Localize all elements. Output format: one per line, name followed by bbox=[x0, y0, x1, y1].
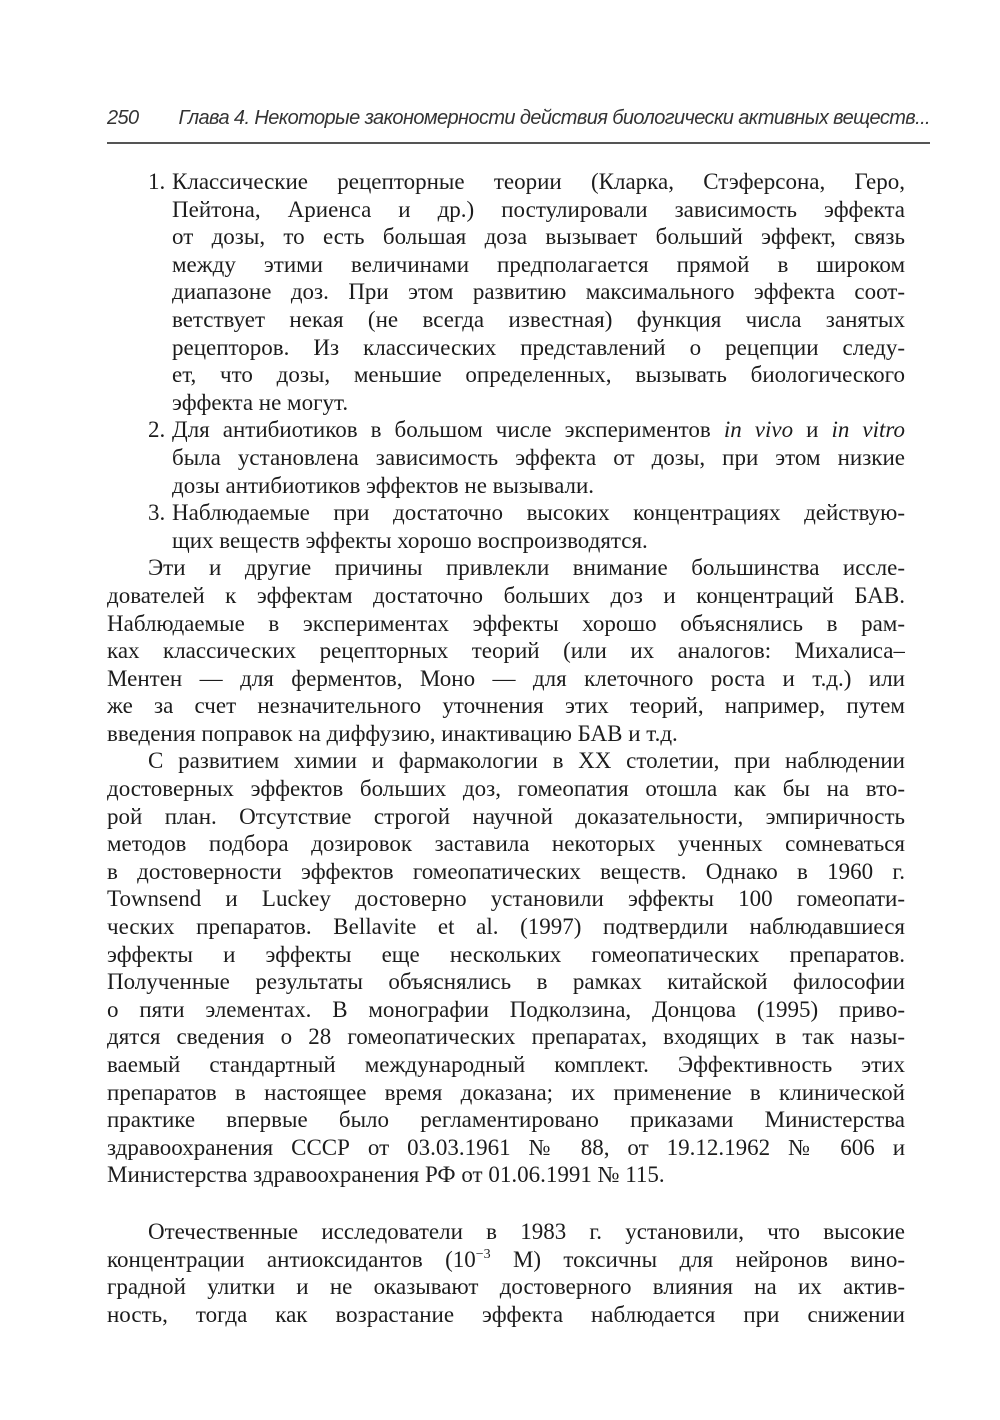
text-segment: концентрации антиоксидантов (10 bbox=[107, 1246, 476, 1272]
text-line: была установлена зависимость эффекта от дозы, при этом низкие bbox=[172, 444, 905, 470]
text-line: градной улитки и не оказывают достоверного влияния на их актив- bbox=[107, 1274, 905, 1300]
text-line: Эти и другие причины привлекли внимание большинства иссле- bbox=[148, 555, 905, 581]
text-line: Пейтона, Ариенса и др.) постулировали зависимость эффекта bbox=[172, 196, 905, 222]
text-line: Наблюдаемые в экспериментах эффекты хорошо объяснялись в рам- bbox=[107, 610, 905, 636]
text-line: Отечественные исследователи в 1983 г. установили, что высокие bbox=[148, 1218, 905, 1244]
text-line: щих веществ эффекты хорошо воспроизводятся. bbox=[172, 527, 648, 553]
superscript: −3 bbox=[475, 1246, 491, 1262]
text-line: практике впервые было регламентировано приказами Министерства bbox=[107, 1107, 905, 1133]
running-title: Глава 4. Некоторые закономерности действия биологически активных веществ... bbox=[178, 106, 930, 129]
text-line: ветствует некая (не всегда известная) функция числа занятых bbox=[172, 306, 905, 332]
italic-text: in vitro bbox=[831, 417, 905, 443]
list-number: 2. bbox=[148, 417, 166, 443]
paragraph bbox=[107, 554, 905, 747]
text-line: Классические рецепторные теории (Кларка, Стэферсона, Геро, bbox=[172, 169, 905, 194]
text-line: дозы антибиотиков эффектов не вызывали. bbox=[172, 472, 595, 498]
paragraph bbox=[107, 1218, 905, 1328]
text-line: эффекты и эффекты еще нескольких гомеопатических препаратов. bbox=[107, 941, 905, 967]
text-line bbox=[172, 416, 905, 444]
text-line: препаратов в настоящее время доказана; их применение в клинической bbox=[107, 1079, 905, 1105]
text-line: Полученные результаты объяснялись в рамках китайской философии bbox=[107, 969, 905, 995]
text-segment: Для антибиотиков в большом числе экспериментов bbox=[172, 417, 724, 443]
text-line: рецепторов. Из классических представлений о рецепции следу- bbox=[172, 334, 905, 360]
text-line: достоверных эффектов больших доз, гомеопатия отошла как бы на вто- bbox=[107, 776, 905, 802]
text-line: диапазоне доз. При этом развитию максимального эффекта соот- bbox=[172, 279, 905, 305]
list-item bbox=[107, 499, 905, 554]
list-number: 3. bbox=[148, 500, 166, 526]
text-line bbox=[107, 1246, 905, 1274]
text-line: ческих препаратов. Bellavite et al. (1997) подтвердили наблюдавшиеся bbox=[107, 914, 905, 940]
text-line: же за счет незначительного уточнения этих теорий, например, путем bbox=[107, 693, 905, 719]
text-line: дятся сведения о 28 гомеопатических препаратах, входящих в так назы- bbox=[107, 1024, 905, 1050]
text-line: Townsend и Luckey достоверно установили эффекты 100 гомеопати- bbox=[107, 886, 905, 912]
numbered-list bbox=[107, 168, 905, 554]
italic-text: in vivo bbox=[723, 417, 794, 443]
text-line: методов подбора дозировок заставила некоторых ученных сомневаться bbox=[107, 831, 905, 857]
paragraphs bbox=[107, 554, 905, 1328]
paragraph bbox=[107, 747, 905, 1189]
text-line: ках классических рецепторных теорий (или их аналогов: Михалиса– bbox=[107, 638, 905, 664]
text-line: между этими величинами предполагается прямой в широком bbox=[172, 251, 905, 277]
text-line: эффекта не могут. bbox=[172, 389, 349, 415]
text-line: от дозы, то есть большая доза вызывает больший эффект, связь bbox=[172, 224, 905, 250]
text-segment: М) токсичны для нейронов вино- bbox=[490, 1246, 905, 1272]
text-line: Наблюдаемые при достаточно высоких концентрациях действую- bbox=[172, 500, 905, 526]
list-item bbox=[107, 168, 905, 416]
text-line: дователей к эффектам достаточно больших доз и концентраций БАВ. bbox=[107, 582, 905, 608]
text-line: здравоохранения СССР от 03.03.1961 № 88, от 19.12.1962 № 606 и bbox=[107, 1134, 905, 1160]
page-number: 250 bbox=[107, 106, 139, 129]
text-line: Министерства здравоохранения РФ от 01.06.1991 № 115. bbox=[107, 1162, 665, 1188]
page-body bbox=[107, 168, 905, 1328]
text-segment: и bbox=[793, 417, 832, 443]
list-number: 1. bbox=[148, 169, 166, 194]
text-line: ность, тогда как возрастание эффекта наблюдается при снижении bbox=[107, 1301, 905, 1327]
text-line: о пяти элементах. В монографии Подколзина, Донцова (1995) приво- bbox=[107, 996, 905, 1022]
text-line: рой план. Отсутствие строгой научной доказательности, эмпиричность bbox=[107, 803, 905, 829]
list-item bbox=[107, 416, 905, 499]
text-line: С развитием химии и фармакологии в XX столетии, при наблюдении bbox=[148, 748, 905, 774]
header-rule bbox=[107, 142, 930, 144]
text-line: Ментен — для ферментов, Моно — для клеточного роста и т.д.) или bbox=[107, 665, 905, 691]
text-line: в достоверности эффектов гомеопатических веществ. Однако в 1960 г. bbox=[107, 858, 905, 884]
running-header bbox=[107, 104, 930, 132]
text-line: введения поправок на диффузию, инактивацию БАВ и т.д. bbox=[107, 720, 678, 746]
text-line: ет, что дозы, меньшие определенных, вызывать биологического bbox=[172, 362, 905, 388]
text-line: ваемый стандартный международный комплект. Эффективность этих bbox=[107, 1052, 905, 1077]
